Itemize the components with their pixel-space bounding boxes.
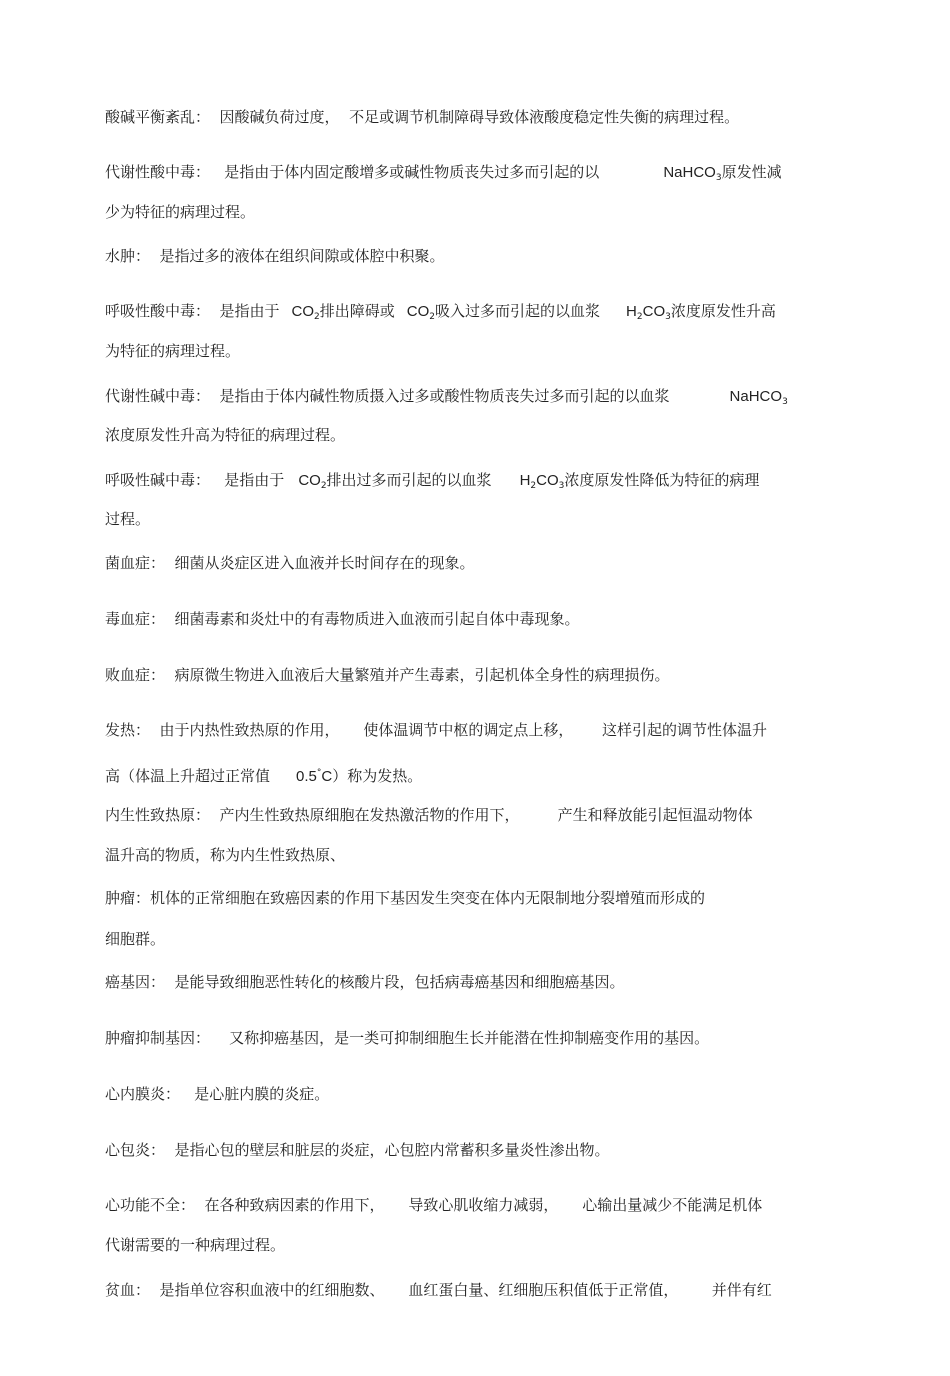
chem-subscript: 3 (558, 481, 565, 491)
text-segment: 高（体温上升超过正常值 (105, 767, 271, 785)
text-segment: 排出障碍或 (319, 302, 395, 320)
chem-h2co3-h: H (626, 303, 637, 320)
definition-edema: 水肿： 是指过多的液体在组织间隙或体腔中积聚。 (105, 247, 445, 265)
definition-metabolic-acidosis-cont: 少为特征的病理过程。 (105, 203, 256, 221)
definition-endogenous-pyrogen-cont: 温升高的物质，称为内生性致热原、 (105, 846, 346, 864)
definition-respiratory-acidosis-cont: 为特征的病理过程。 (105, 342, 241, 360)
chem-subscript: 3 (782, 397, 788, 407)
text-segment: 代谢性碱中毒： 是指由于体内碱性物质摄入过多或酸性物质丧失过多而引起的以血浆 (105, 387, 670, 405)
definition-tumor: 肿瘤：机体的正常细胞在致癌因素的作用下基因发生突变在体内无限制地分裂增殖而形成的 (105, 889, 706, 907)
chem-h2co3-h: H (519, 472, 531, 489)
definition-toxemia: 毒血症： 细菌毒素和炎灶中的有毒物质进入血液而引起自体中毒现象。 (105, 610, 580, 628)
definition-endogenous-pyrogen: 内生性致热原： 产内生性致热原细胞在发热激活物的作用下， 产生和释放能引起恒温动物体 (105, 806, 753, 824)
definition-heart-failure: 心功能不全： 在各种致病因素的作用下， 导致心肌收缩力减弱， 心输出量减少不能满足机体 (105, 1196, 763, 1214)
chem-nahco3: NaHCO (663, 164, 716, 181)
chem-subscript: 3 (665, 312, 671, 322)
definition-metabolic-alkalosis (105, 386, 788, 412)
definition-tumor-suppressor-gene: 肿瘤抑制基因： 又称抑癌基因，是一类可抑制细胞生长并能潜在性抑制癌变作用的基因。 (105, 1029, 710, 1047)
definition-metabolic-acidosis (105, 162, 782, 188)
chem-subscript: 2 (530, 481, 537, 491)
definition-respiratory-alkalosis (105, 470, 759, 496)
fever-threshold-value: 0.5 (296, 768, 317, 785)
celsius-unit: C (321, 768, 333, 785)
chem-h2co3-rest: CO (642, 303, 666, 320)
definition-respiratory-acidosis (105, 301, 776, 327)
chem-subscript: 2 (314, 312, 320, 322)
chem-h2co3-rest: CO (536, 472, 559, 489)
text-segment: 排出过多而引起的以血浆 (326, 471, 492, 489)
definition-respiratory-alkalosis-cont: 过程。 (105, 510, 151, 528)
definition-acid-base-disorder: 酸碱平衡紊乱： 因酸碱负荷过度， 不足或调节机制障碍导致体液酸度稳定性失衡的病理过程。 (105, 108, 740, 126)
chem-co2: CO (406, 303, 430, 320)
definition-fever: 发热： 由于内热性致热原的作用， 使体温调节中枢的调定点上移， 这样引起的调节性体温升 (105, 721, 767, 739)
chem-co2: CO (291, 303, 315, 320)
chem-subscript: 2 (429, 312, 436, 322)
chem-nahco3: NaHCO (729, 388, 783, 405)
text-segment: 吸入过多而引起的以血浆 (435, 302, 601, 320)
text-segment: 代谢性酸中毒： 是指由于体内固定酸增多或碱性物质丧失过多而引起的以 (105, 163, 600, 181)
text-segment: 浓度原发性降低为特征的病理 (564, 471, 760, 489)
definition-oncogene: 癌基因： 是能导致细胞恶性转化的核酸片段，包括病毒癌基因和细胞癌基因。 (105, 973, 625, 991)
chem-subscript: 2 (320, 481, 327, 491)
chem-subscript: 2 (636, 312, 643, 322)
text-segment: 呼吸性碱中毒： 是指由于 (105, 471, 285, 489)
definition-bacteremia: 菌血症： 细菌从炎症区进入血液并长时间存在的现象。 (105, 554, 475, 572)
definition-tumor-cont: 细胞群。 (105, 930, 166, 948)
definition-heart-failure-cont: 代谢需要的一种病理过程。 (105, 1236, 286, 1254)
definition-fever-cont (105, 763, 422, 787)
definition-endocarditis: 心内膜炎： 是心脏内膜的炎症。 (105, 1085, 330, 1103)
definition-metabolic-alkalosis-cont: 浓度原发性升高为特征的病理过程。 (105, 426, 346, 444)
text-segment: 浓度原发性升高 (670, 302, 776, 320)
text-segment: ）称为发热。 (332, 767, 423, 785)
degree-symbol: ° (316, 768, 322, 778)
chem-subscript: 3 (715, 173, 722, 183)
definition-anemia: 贫血： 是指单位容积血液中的红细胞数、 血红蛋白量、红细胞压积值低于正常值， 并伴有红 (105, 1281, 772, 1299)
chem-co2: CO (298, 472, 321, 489)
text-segment: 呼吸性酸中毒： 是指由于 (105, 302, 280, 320)
text-segment: 原发性减 (721, 163, 782, 181)
definition-septicemia: 败血症： 病原微生物进入血液后大量繁殖并产生毒素，引起机体全身性的病理损伤。 (105, 666, 670, 684)
definition-pericarditis: 心包炎： 是指心包的壁层和脏层的炎症，心包腔内常蓄积多量炎性渗出物。 (105, 1141, 610, 1159)
